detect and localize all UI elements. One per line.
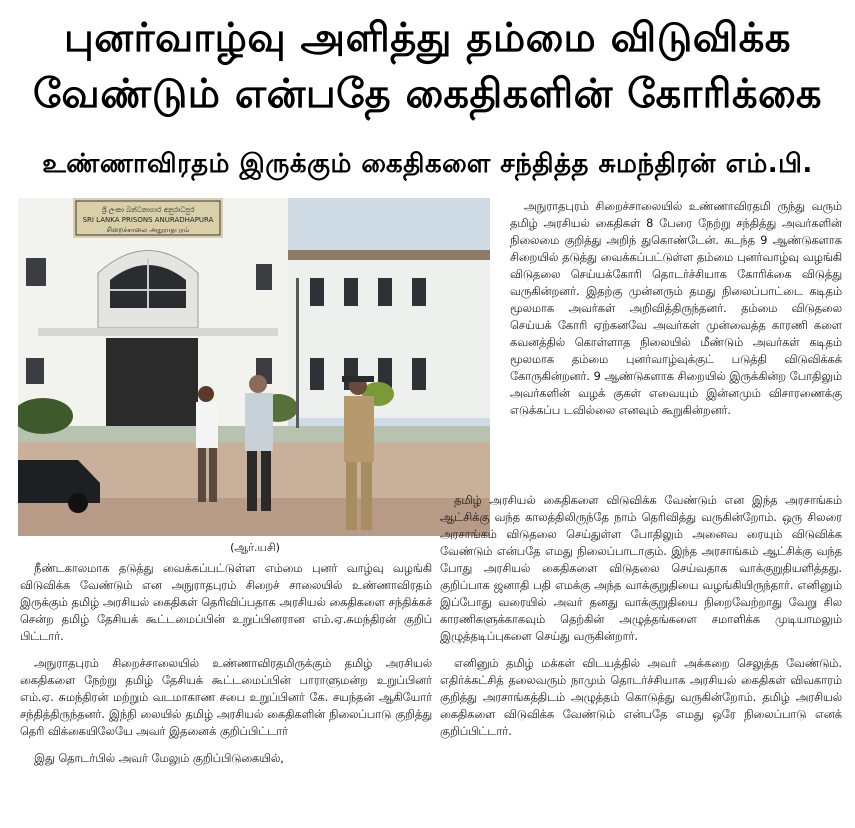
paragraph: நீண்டகாலமாக தடுத்து வைக்கப்பட்டுள்ள எம்மை புனர் வாழ்வு வழங்கி விடுவிக்க வேண்டும் என அநுராதபுரம் சிறைச் சாலையில் உண்ணாவிரதம் இருக்கும் தமிழ் அரசியல் கைதிகள் தெரிவிப்பதாக அரசியல் கைதிகளை சந்திக்கச் சென்ற தமிழ் தேசியக் கூட்டமைப்பின் உறுப்பினரான எம்.ஏ.சுமந்திரன் குறிப் பிட்டார். bbox=[20, 562, 432, 643]
sign-text-3: சிறைச்சாலை அநுராதபுரம் bbox=[106, 226, 190, 234]
headline-line-2: வேண்டும் என்பதே கைதிகளின் கோரிக்கை bbox=[33, 71, 822, 117]
article-column-bottom-right bbox=[440, 492, 842, 750]
article-column-right-top bbox=[510, 198, 842, 429]
sign-text-1: ශ්‍රී ලංකා බන්ධනාගාර අනුරාධපුර bbox=[101, 206, 195, 214]
paragraph: அநுராதபுரம் சிறைச்சாலையில் உண்ணாவிரதமி ருந்து வரும் தமிழ் அரசியல் கைதிகள் 8 பேரை நேற்று சந்தித்து அவர்களின் நிலைமை குறித்து அறிந் துகொண்டேன். கடந்த 9 ஆண்டுகளாக சிறையில் தடுத்து வைக்கப்பட்டுள்ள தம்மை புனர்வாழ்வு வழங்கி விடுதலை செய்யக்கோரி தொடர்ச்சியாக கோரிக்கை விடுத்து வருகின்றனர். இதற்கு முன்னரும் தமது நிலைப்பாட்டை கடிதம் மூலமாக அவர்கள் அறிவித்திருந்தனர். தம்மை விடுதலை செய்யக் கோரி ஏற்கனவே அவர்கள் முன்வைத்த காரணி களை கவனத்தில் கொள்ளாத நிலையில் மீண்டும் அவர்கள் கடிதம் மூலமாக தம்மை புனர்வாழ்வுக்குட் படுத்தி விடுவிக்கக் கோருகின்றனர். 9 ஆண்டுகளாக சிறையில் இருக்கின்ற போதிலும் அவர்களின் வழக் குகள் எவையும் இன்னமும் விசாரணைக்கு எடுக்கப்ப டவில்லை எனவும் கூறுகின்றனர். bbox=[510, 200, 842, 417]
article-column-bottom-left bbox=[20, 560, 432, 777]
sign-text-2: SRI LANKA PRISONS ANURADHAPURA bbox=[82, 216, 214, 224]
paragraph: இது தொடர்பில் அவர் மேலும் குறிப்பிடுகையில், bbox=[34, 752, 284, 765]
paragraph: தமிழ் அரசியல் கைதிகளை விடுவிக்க வேண்டும் என இந்த அரசாங்கம் ஆட்சிக்கு வந்த காலத்திலிருந்தே நாம் தெரிவித்து வருகின்றோம். ஒரு சிலரை அரசாங்கம் விடுதலை செய்துள்ள போதிலும் அனைவ ரையும் விடுவிக்க வேண்டும் என்பதே எமது நிலைப்பாடாகும். இந்த அரசாங்கம் ஆட்சிக்கு வந்த போது அரசியல் கைதிகளை விடுதலை செய்வதாக வாக்குறுதியளித்தது. குறிப்பாக ஜனாதி பதி எமக்கு அந்த வாக்குறுதியை வழங்கியிருந்தார். எனினும் இப்போது வரையில் அவர் தனது வாக்குறுதியை நிறைவேற்றாது வேறு சில காரணிகளுக்காகவும் தெற்கின் அழுத்தங்களை சமாளிக்க முடியாமலும் இழுத்தடிப்புகளை செய்து வருகின்றார். bbox=[440, 494, 842, 643]
prison-photo bbox=[18, 198, 490, 536]
subheadline: உண்ணாவிரதம் இருக்கும் கைதிகளை சந்தித்த சுமந்திரன் எம்.பி. bbox=[42, 149, 813, 179]
photo-caption: (ஆர்.யசி) bbox=[230, 541, 280, 554]
paragraph: எனினும் தமிழ் மக்கள் விடயத்தில் அவர் அக்கறை செலுத்த வேண்டும். எதிர்க்கட்சித் தலைவரும் நாமும் தொடர்ச்சியாக அரசியல் கைதிகள் விவகாரம் குறித்து அரசாங்கத்திடம் அழுத்தம் கொடுத்து வருகின்றோம். தமிழ் அரசியல் கைதிகளை விடுவிக்க வேண்டும் என்பதே எமது ஒரே நிலைப்பாடு எனக் குறிப்பிட்டார். bbox=[440, 657, 842, 738]
paragraph: அநுராதபுரம் சிறைச்சாலையில் உண்ணாவிரதமிருக்கும் தமிழ் அரசியல் கைதிகளை நேற்று தமிழ் தேசியக் கூட்டமைப்பின் பாராளுமன்ற உறுப்பினர் எம்.ஏ. சுமந்திரன் மற்றும் வடமாகாண சபை உறுப்பினர் கே. சயந்தன் ஆகியோர் சந்தித்திருந்தனர். இந்நி லையில் தமிழ் அரசியல் கைதிகளின் நிலைப்பாடு குறித்து தெரி விக்கையிலேயே அவர் இதனைக் குறிப்பிட்டார் bbox=[20, 657, 432, 738]
headline-line-1: புனர்வாழ்வு அளித்து தம்மை விடுவிக்க bbox=[64, 15, 791, 61]
